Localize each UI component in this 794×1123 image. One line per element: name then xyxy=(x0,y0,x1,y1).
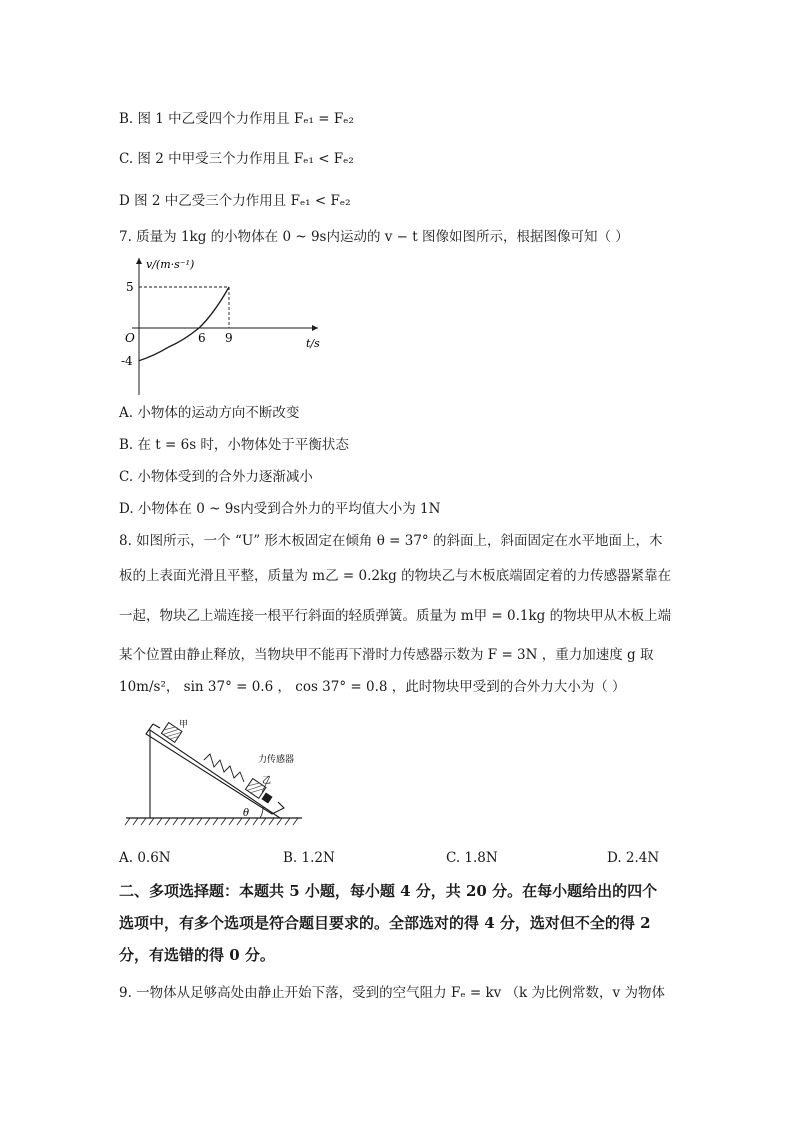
tick-label-neg4: -4 xyxy=(121,354,133,368)
section2-line-1: 二、多项选择题：本题共 5 小题，每小题 4 分，共 20 分。在每小题给出的四个 xyxy=(119,882,658,900)
q7-stem: 7. 质量为 1kg 的小物体在 0 ~ 9s内运动的 v − t 图像如图所示，根据图像可知（ ） xyxy=(119,229,629,245)
q8-line-1: 8. 如图所示，一个 “U” 形木板固定在倾角 θ = 37° 的斜面上，斜面固定在水平地面上，木 xyxy=(119,533,663,549)
q8-option-c: C. 1.8N xyxy=(446,850,498,866)
q9-stem: 9. 一物体从足够高处由静止开始下落，受到的空气阻力 Fₑ = kv （k 为比例常数，v 为物体 xyxy=(119,985,665,1001)
q7-option-a: A. 小物体的运动方向不断改变 xyxy=(119,405,300,421)
label-yi: 乙 xyxy=(262,776,272,786)
q8-line-2: 板的上表面光滑且平整，质量为 m乙 = 0.2kg 的物块乙与木板底端固定着的力传感器紧靠在 xyxy=(119,568,672,584)
incline-figure xyxy=(122,712,312,832)
x-axis-label: t/s xyxy=(306,337,320,350)
incline-wedge xyxy=(150,730,280,818)
label-sensor: 力传感器 xyxy=(258,755,295,765)
tick-label-5: 5 xyxy=(126,280,134,294)
q7-option-d: D. 小物体在 0 ~ 9s内受到合外力的平均值大小为 1N xyxy=(119,501,441,517)
y-axis-label: v/(m·s⁻¹) xyxy=(146,258,195,271)
q8-line-5: 10m/s²， sin 37° = 0.6 ， cos 37° = 0.8 ，此时物块甲受到的合外力大小为（ ） xyxy=(119,679,626,695)
ground-hatching xyxy=(125,818,298,825)
tick-label-6: 6 xyxy=(198,331,206,345)
vt-graph xyxy=(110,250,350,400)
section2-line-2: 选项中，有多个选项是符合题目要求的。全部选对的得 4 分，选对但不全的得 2 xyxy=(119,914,651,932)
q8-option-d: D. 2.4N xyxy=(607,850,660,866)
q7-option-c: C. 小物体受到的合外力逐渐减小 xyxy=(119,469,313,485)
u-board xyxy=(146,724,284,814)
origin-label: O xyxy=(125,331,135,345)
q8-option-b: B. 1.2N xyxy=(283,850,335,866)
option-c-prev: C. 图 2 中甲受三个力作用且 Fₑ₁ < Fₑ₂ xyxy=(119,151,354,167)
section2-line-3: 分，有选错的得 0 分。 xyxy=(119,946,275,964)
label-jia: 甲 xyxy=(179,720,189,730)
spring xyxy=(204,754,244,782)
q7-option-b: B. 在 t = 6s 时，小物体处于平衡状态 xyxy=(119,437,349,453)
option-b-prev: B. 图 1 中乙受四个力作用且 Fₑ₁ = Fₑ₂ xyxy=(119,111,354,127)
label-theta: θ xyxy=(243,808,250,819)
option-d-prev: D 图 2 中乙受三个力作用且 Fₑ₁ < Fₑ₂ xyxy=(119,193,351,209)
vt-curve xyxy=(139,287,229,361)
force-sensor xyxy=(261,792,272,803)
q8-option-a: A. 0.6N xyxy=(119,850,171,866)
q8-line-3: 一起，物块乙上端连接一根平行斜面的轻质弹簧。质量为 m甲 = 0.1kg 的物块甲从木板上端 xyxy=(119,608,672,624)
q8-line-4: 某个位置由静止释放，当物块甲不能再下滑时力传感器示数为 F = 3N ，重力加速度 g 取 xyxy=(119,647,654,663)
tick-label-9: 9 xyxy=(225,331,233,345)
